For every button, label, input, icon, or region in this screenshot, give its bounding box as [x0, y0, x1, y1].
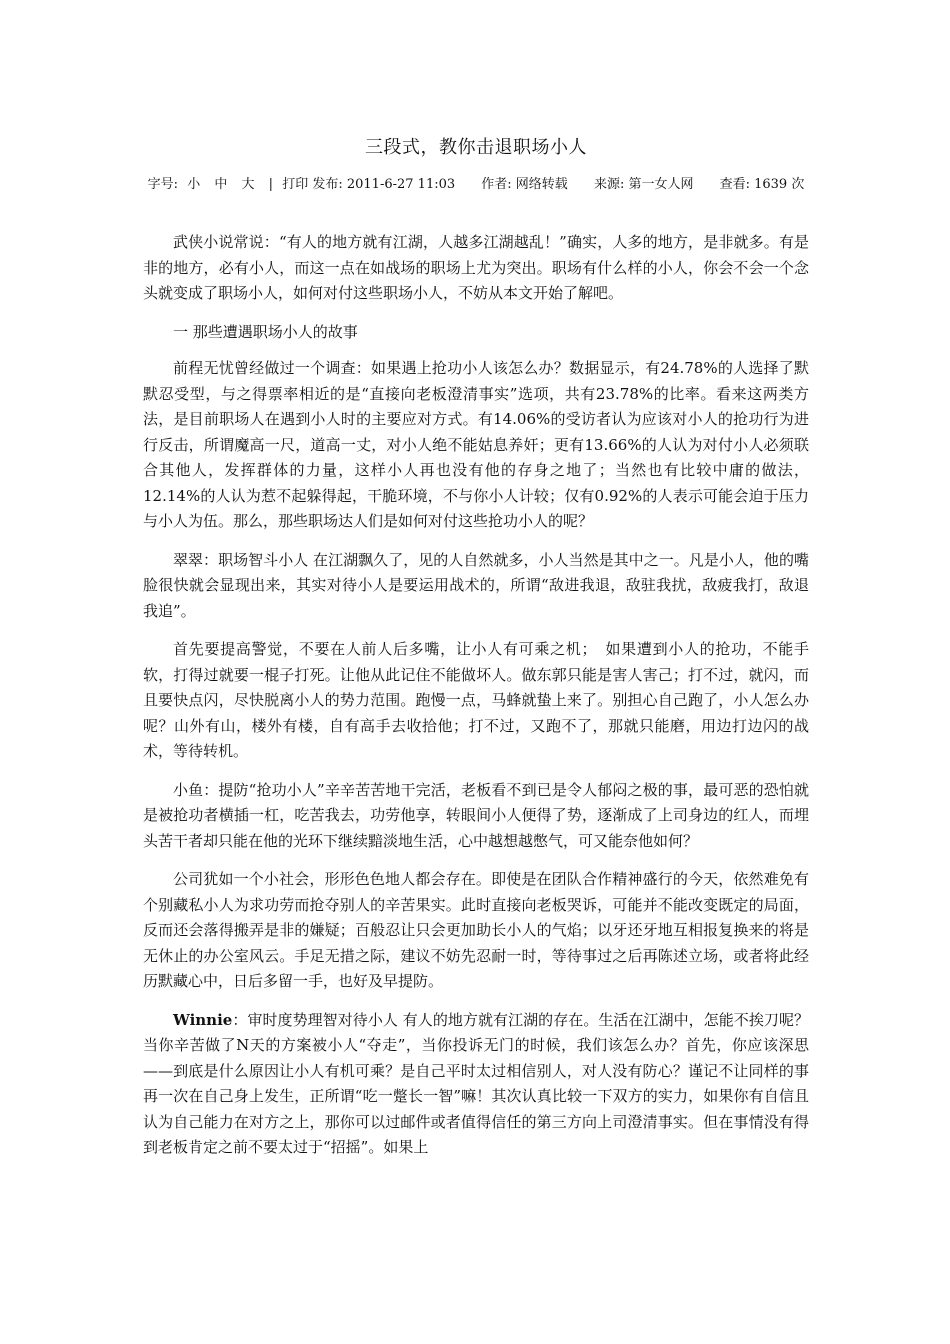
publish-date: 发布: 2011-6-27 11:03	[312, 177, 456, 192]
tactics-paragraph: 首先要提高警觉，不要在人前人后多嘴，让小人有可乘之机； 如果遭到小人的抢功，不能手软，打得过就要一棍子打死。让他从此记住不能做坏人。做东郭只能是害人害己；打不过，就闪，而且要快点闪，尽快脱离小人的势力范围。跑慢一点，马蜂就蛰上来了。别担心自己跑了，小人怎么办呢？山外有山，楼外有楼，自有高手去收拾他；打不过，又跑不了，那就只能磨，用边打边闪的战术，等待转机。	[143, 640, 809, 760]
intro-paragraph: 武侠小说常说：“有人的地方就有江湖，人越多江湖越乱！”确实，人多的地方，是非就多。有是非的地方，必有小人，而这一点在如战场的职场上尤为突出。职场有什么样的小人，你会不会一个念头就变成了职场小人，如何对付这些职场小人，不妨从本文开始了解吧。	[143, 233, 809, 302]
winnie-paragraph	[143, 1008, 809, 1161]
winnie-text: ：审时度势理智对待小人 有人的地方就有江湖的存在。生活在江湖中，怎能不挨刀呢？当你辛苦做了N天的方案被小人“夺走”，当你投诉无门的时候，我们该怎么办？首先，你应该深思 ——到底是什么原因让小人有机可乘？是自己平时太过相信别人，对人没有防心？谨记不让同样的事再一次在自己身上发生，正所谓“吃一蹩长一智”嘛！其次认真比较一下双方的实力，如果你有自信且认为自己能力在对方之上，那你可以过邮件或者值得信任的第三方向上司澄清事实。但在事情没有得到老板肯定之前不要太过于“招摇”。如果上	[143, 1010, 809, 1156]
article-body	[143, 230, 809, 1174]
winnie-speaker: Winnie	[173, 1010, 233, 1029]
font-size-large-link[interactable]: 大	[241, 177, 255, 192]
font-size-small-link[interactable]: 小	[187, 177, 201, 192]
xiaoyu-paragraph: 小鱼：提防“抢功小人”辛辛苦苦地干完活，老板看不到已是令人郁闷之极的事，最可恶的恐怕就是被抢功者横插一杠，吃苦我去，功劳他享，转眼间小人便得了势，逐渐成了上司身边的红人，而埋头苦干者却只能在他的光环下继续黯淡地生活，心中越想越憋气，可又能奈他如何？	[143, 780, 809, 850]
article-meta	[143, 173, 809, 197]
print-link[interactable]: 打印	[282, 177, 309, 192]
article-author: 作者: 网络转载	[481, 177, 568, 192]
font-size-label: 字号:	[147, 177, 179, 192]
survey-paragraph: 前程无忧曾经做过一个调查：如果遇上抢功小人该怎么办？数据显示，有24.78%的人选择了默默忍受型，与之得票率相近的是“直接向老板澄清事实”选项，共有23.78%的比率。看来这两类方法，是目前职场人在遇到小人时的主要应对方式。有14.06%的受访者认为应该对小人的抢功行为进行反击，所谓魔高一尺，道高一丈，对小人绝不能姑息养奸；更有13.66%的人认为对付小人必须联合其他人，发挥群体的力量，这样小人再也没有他的存身之地了；当然也有比较中庸的做法，12.14%的人认为惹不起躲得起，干脆环境，不与你小人计较；仅有0.92%的人表示可能会迫于压力与小人为伍。那么，那些职场达人们是如何对付这些抢功小人的呢？	[143, 359, 809, 530]
cuicui-paragraph: 翠翠：职场智斗小人 在江湖飘久了，见的人自然就多，小人当然是其中之一。凡是小人，他的嘴脸很快就会显现出来，其实对待小人是要运用战术的，所谓“敌进我退，敌驻我扰，敌疲我打，敌退我追”。	[143, 550, 809, 620]
view-count: 查看: 1639 次	[719, 177, 805, 192]
article-title: 三段式，教你击退职场小人	[365, 137, 587, 158]
meta-divider: |	[268, 177, 274, 192]
font-size-medium-link[interactable]: 中	[214, 177, 228, 192]
company-paragraph: 公司犹如一个小社会，形形色色地人都会存在。即使是在团队合作精神盛行的今天，依然难免有个别藏私小人为求功劳而抢夺别人的辛苦果实。此时直接向老板哭诉，可能并不能改变既定的局面，反而还会落得搬弄是非的嫌疑；百般忍让只会更加助长小人的气焰；以牙还牙地互相报复换来的将是无休止的办公室风云。手足无措之际，建议不妨先忍耐一时，等待事过之后再陈述立场，或者将此经历默藏心中，日后多留一手，也好及早提防。	[143, 870, 809, 990]
article-source: 来源: 第一女人网	[593, 177, 694, 192]
section-heading: 一 那些遭遇职场小人的故事	[173, 322, 358, 341]
